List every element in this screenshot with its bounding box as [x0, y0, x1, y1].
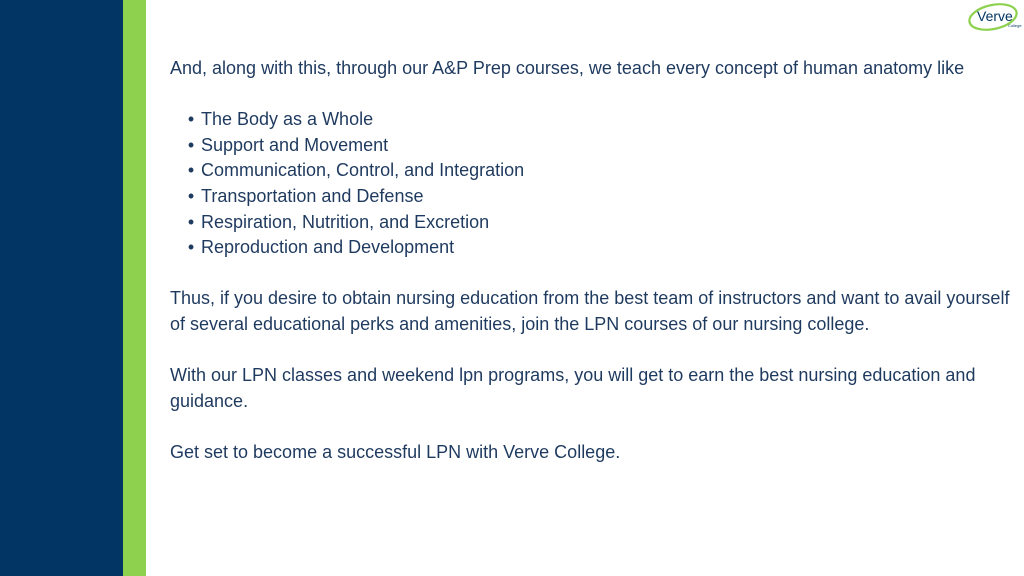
green-accent-bar [123, 0, 146, 576]
navy-side-bar [0, 0, 123, 576]
list-item-label: The Body as a Whole [201, 109, 374, 130]
verve-college-logo [966, 2, 1022, 32]
bullet-icon: • [187, 185, 195, 206]
list-item [186, 158, 1016, 184]
list-item [186, 184, 1016, 210]
bullet-icon: • [187, 211, 195, 232]
list-item-label: Respiration, Nutrition, and Excretion [201, 211, 490, 232]
logo-text: Verve [977, 8, 1013, 24]
logo-subtext: College [1008, 23, 1022, 28]
list-item [186, 210, 1016, 236]
closing-paragraph: Get set to become a successful LPN with Verve College. [170, 441, 621, 462]
lpn-classes-paragraph: With our LPN classes and weekend lpn programs, you will get to earn the best nursing education and guidance. [170, 365, 976, 411]
bullet-icon: • [187, 134, 195, 155]
list-item-label: Communication, Control, and Integration [201, 160, 525, 181]
list-item [186, 235, 1016, 261]
list-item-label: Reproduction and Development [201, 237, 455, 258]
list-item [186, 107, 1016, 133]
list-item-label: Support and Movement [201, 134, 389, 155]
content-body [170, 56, 1016, 466]
topic-list [170, 107, 1016, 261]
intro-paragraph: And, along with this, through our A&P Prep courses, we teach every concept of human anatomy like [170, 58, 965, 78]
bullet-icon: • [187, 160, 195, 181]
list-item [186, 133, 1016, 159]
list-item-label: Transportation and Defense [201, 185, 424, 206]
bullet-icon: • [187, 237, 195, 258]
lpn-courses-paragraph: Thus, if you desire to obtain nursing education from the best team of instructors and want to avail yourself of several educational perks and amenities, join the LPN courses of our nursing college. [170, 288, 1010, 334]
bullet-icon: • [187, 109, 195, 130]
